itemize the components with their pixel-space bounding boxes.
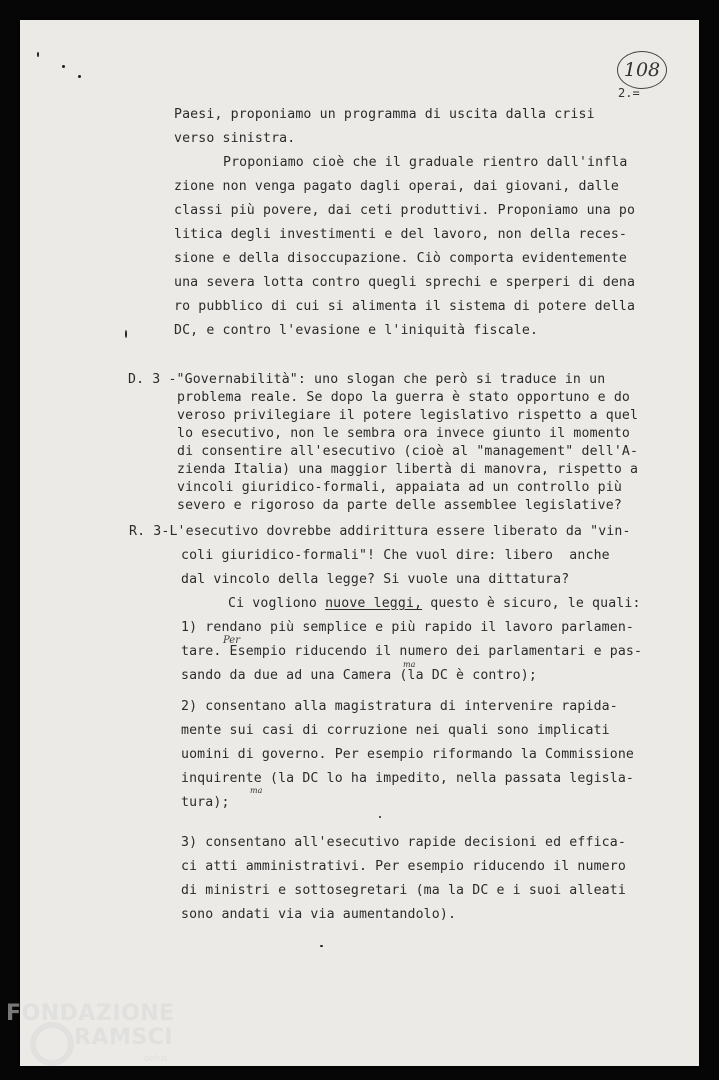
speck — [62, 65, 65, 68]
text-line: Proponiamo cioè che il graduale rientro dall'infla — [223, 155, 628, 170]
answer-line: ci atti amministrativi. Per esempio riducendo il numero — [181, 859, 626, 874]
watermark-g-icon — [30, 1022, 74, 1066]
underlined-text: nuove leggi, — [325, 596, 423, 611]
text-line: DC, e contro l'evasione e l'iniquità fiscale. — [174, 323, 539, 338]
answer-line: mente sui casi di corruzione nei quali sono implicati — [181, 723, 610, 738]
question-line: veroso privilegiare il potere legislativo rispetto a quel — [177, 408, 639, 423]
handwritten-note-ma: ma — [250, 786, 263, 795]
speck — [125, 330, 127, 338]
answer-line: uomini di governo. Per esempio riformando la Commissione — [181, 747, 635, 762]
question-line: di consentire all'esecutivo (cioè al "management" dell'A- — [177, 444, 639, 459]
speck — [78, 75, 81, 78]
text-line: litica degli investimenti e del lavoro, non della reces- — [174, 227, 628, 242]
folio-number: 108 — [617, 51, 667, 89]
watermark-subtext: onlus — [144, 1054, 169, 1064]
handwritten-note-ma: ma — [403, 660, 416, 669]
answer-line: tura); — [181, 795, 230, 810]
answer-line: 3) consentano all'esecutivo rapide decisioni ed effica- — [181, 835, 626, 850]
question-line: zienda Italia) una maggior libertà di manovra, rispetto a — [177, 462, 639, 477]
answer-line: R. 3-L'esecutivo dovrebbe addirittura essere liberato da "vin- — [129, 524, 631, 539]
answer-line: coli giuridico-formali"! Che vuol dire: libero anche — [181, 548, 610, 563]
answer-line: sono andati via via aumentandolo). — [181, 907, 457, 922]
text-line: ro pubblico di cui si alimenta il sistema di potere della — [174, 299, 636, 314]
handwritten-note-per: Per — [223, 635, 240, 646]
text-line: classi più povere, dai ceti produttivi. Proponiamo una po — [174, 203, 636, 218]
text-line: una severa lotta contro quegli sprechi e sperperi di dena — [174, 275, 636, 290]
watermark-logo-text: FONDAZIONE — [6, 1001, 175, 1026]
answer-line: di ministri e sottosegretari (ma la DC e i suoi alleati — [181, 883, 626, 898]
speck — [37, 52, 39, 57]
question-line: vincoli giuridico-formali, appaiata ad un controllo più — [177, 480, 622, 495]
answer-line: dal vincolo della legge? Si vuole una dittatura? — [181, 572, 570, 587]
answer-line: inquirente (la DC lo ha impedito, nella passata legisla- — [181, 771, 635, 786]
question-line: lo esecutivo, non le sembra ora invece giunto il momento — [177, 426, 631, 441]
question-line: D. 3 -"Governabilità": uno slogan che però si traduce in un — [128, 372, 606, 387]
question-line: problema reale. Se dopo la guerra è stato opportuno e do — [177, 390, 631, 405]
answer-line — [228, 596, 641, 611]
text-line: zione non venga pagato dagli operai, dai giovani, dalle — [174, 179, 619, 194]
text-line: verso sinistra. — [174, 131, 296, 146]
answer-line: 2) consentano alla magistratura di intervenire rapida- — [181, 699, 618, 714]
answer-text: questo è sicuro, le quali: — [422, 596, 641, 611]
answer-line: sando da due ad una Camera (la DC è contro); — [181, 668, 537, 683]
page-number: 2.= — [618, 86, 640, 100]
speck — [379, 816, 381, 818]
question-line: severo e rigoroso da parte delle assemblee legislative? — [177, 498, 622, 513]
text-line: sione e della disoccupazione. Ciò comporta evidentemente — [174, 251, 628, 266]
text-line: Paesi, proponiamo un programma di uscita dalla crisi — [174, 107, 595, 122]
speck — [320, 945, 323, 947]
answer-line: tare. Esempio riducendo il numero dei parlamentari e pas- — [181, 644, 643, 659]
watermark-logo-text: RAMSCI — [74, 1025, 174, 1050]
answer-text: Ci vogliono — [228, 596, 326, 611]
document-page — [20, 20, 699, 1066]
answer-line: 1) rendano più semplice e più rapido il lavoro parlamen- — [181, 620, 635, 635]
